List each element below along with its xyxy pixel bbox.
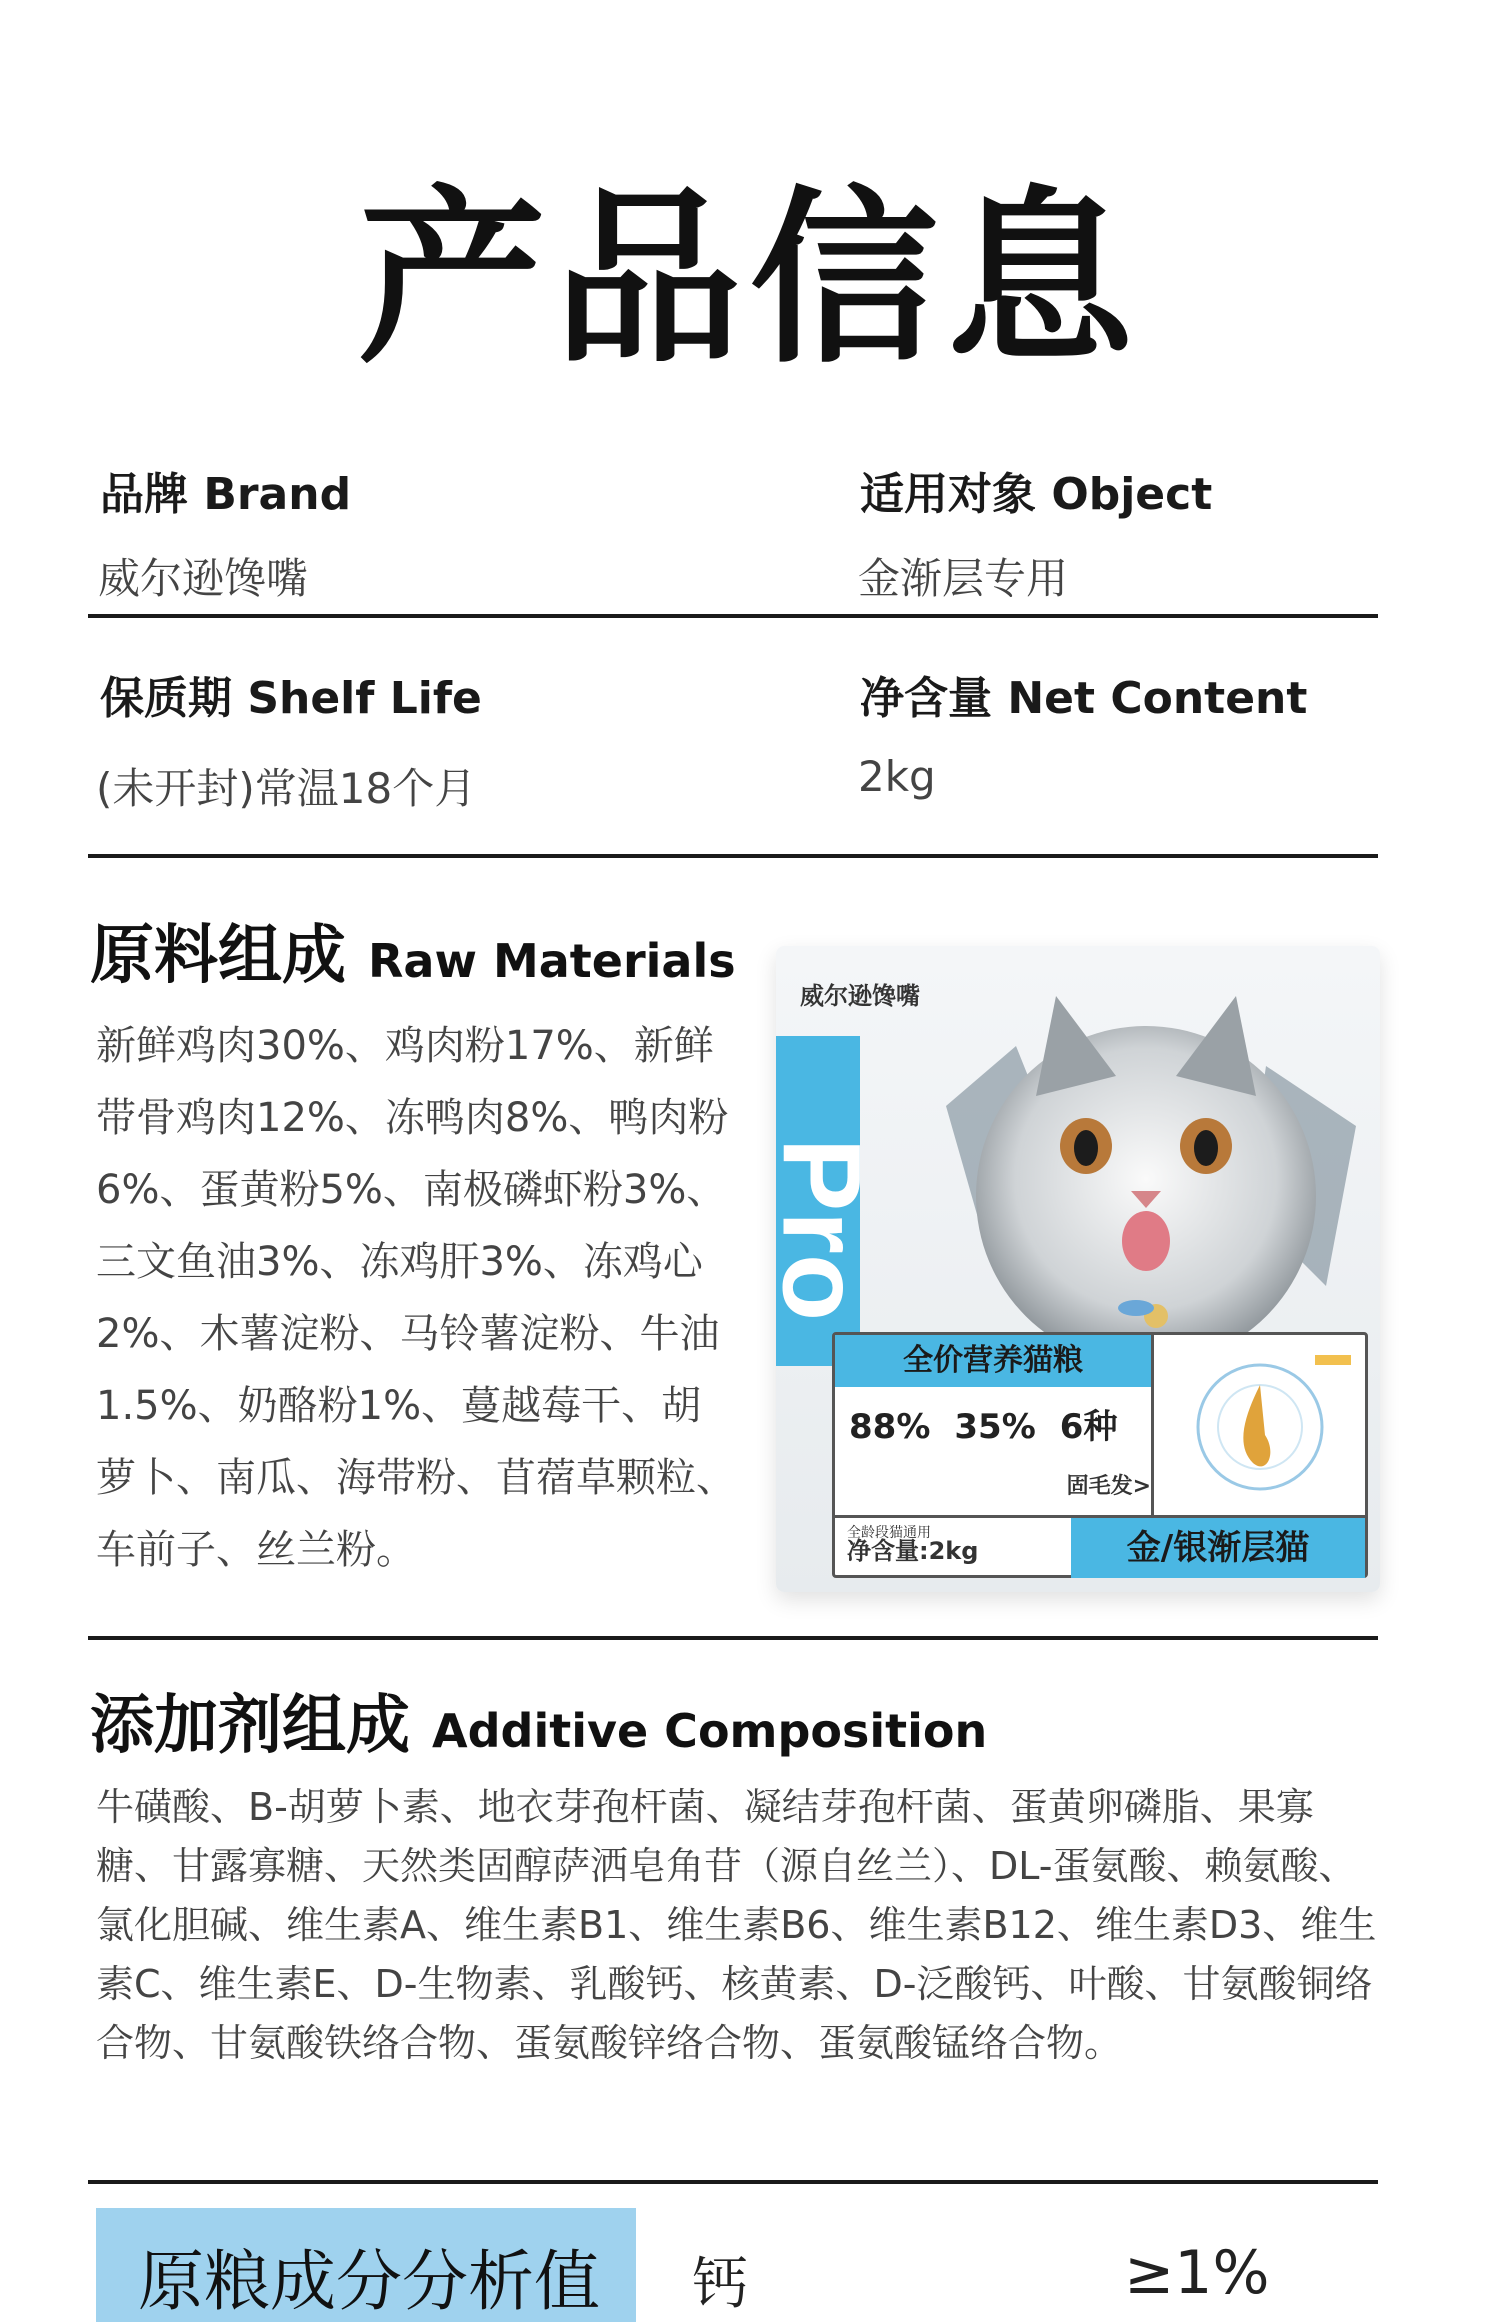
bag-net-weight: 净含量:2kg (847, 1537, 979, 1565)
bag-body (759, 946, 1380, 1592)
shelf-life-label: 保质期 Shelf Life (100, 673, 482, 724)
bag-brand: 威尔逊馋嘴 (800, 982, 920, 1010)
bag-stat-animal-protein: 88% (849, 1407, 931, 1447)
net-content-label: 净含量 Net Content (860, 673, 1308, 724)
shelf-life-value: (未开封)常温18个月 (96, 764, 477, 813)
net-content-value: 2kg (858, 752, 936, 801)
product-bag-image (759, 946, 1380, 1592)
divider-line (88, 2180, 1378, 2184)
additive-text: 牛磺酸、B-胡萝卜素、地衣芽孢杆菌、凝结芽孢杆菌、蛋黄卵磷脂、果寡糖、甘露寡糖、天然类固醇萨洒皂角苷（源自丝兰）、DL-蛋氨酸、赖氨酸、氯化胆碱、维生素A、维生素B1、维生素B6、维生素B12、维生素D3、维生素C、维生素E、D-生物素、乳酸钙、核黄素、D-泛酸钙、叶酸、甘氨酸铜络合物、甘氨酸铁络合物、蛋氨酸锌络合物、蛋氨酸锰络合物。 (96, 1785, 1377, 2065)
additive-title-en: Additive Composition (432, 1704, 988, 1758)
page-title: 产品信息 (358, 170, 1142, 389)
bag-divider (1151, 1335, 1154, 1515)
additive-title (90, 1674, 987, 1766)
bag-info-panel (832, 1332, 1368, 1578)
analysis-header: 原粮成分分析值 (138, 2243, 600, 2320)
hair-diagram-icon (1165, 1345, 1355, 1505)
raw-materials-text: 新鲜鸡肉30%、鸡肉粉17%、新鲜带骨鸡肉12%、冻鸭肉8%、鸭肉粉6%、蛋黄粉5%、南极磷虾粉3%、三文鱼油3%、冻鸡肝3%、冻鸡心2%、木薯淀粉、马铃薯淀粉、牛油1.5%、奶酪粉1%、蔓越莓干、胡萝卜、南瓜、海带粉、苜蓿草颗粒、车前子、丝兰粉。 (96, 1023, 736, 1573)
bag-bottom-left (847, 1524, 978, 1564)
bag-stat-crude-protein: 35% (954, 1407, 1036, 1447)
bag-tag: 固毛发> (1066, 1474, 1151, 1499)
additive-title-cn: 添加剂组成 (90, 1689, 410, 1763)
divider-line (88, 1636, 1378, 1640)
analysis-item: 钙 (692, 2252, 748, 2317)
cat-illustration (926, 986, 1366, 1366)
bag-bottom-small: 全龄段猫通用 (847, 1525, 931, 1541)
object-value: 金渐层专用 (858, 554, 1069, 603)
bag-stats (849, 1399, 1141, 1448)
divider-line (88, 854, 1378, 858)
analysis-value: ≥1% (1124, 2238, 1270, 2308)
bag-panel-title: 全价营养猫粮 (835, 1335, 1151, 1387)
brand-label: 品牌 Brand (100, 469, 352, 520)
bag-pro-text: Pro (759, 1137, 883, 1322)
bag-bottom-bar (835, 1515, 1365, 1578)
raw-materials-title-cn: 原料组成 (90, 919, 346, 993)
raw-materials-title (90, 904, 736, 996)
brand-value: 威尔逊馋嘴 (98, 554, 309, 603)
bag-stat-ingredients: 6种 (1059, 1407, 1118, 1447)
bag-bottom-right: 金/银渐层猫 (1071, 1518, 1365, 1578)
object-label: 适用对象 Object (860, 469, 1213, 520)
raw-materials-title-en: Raw Materials (368, 934, 736, 988)
divider-line (88, 614, 1378, 618)
